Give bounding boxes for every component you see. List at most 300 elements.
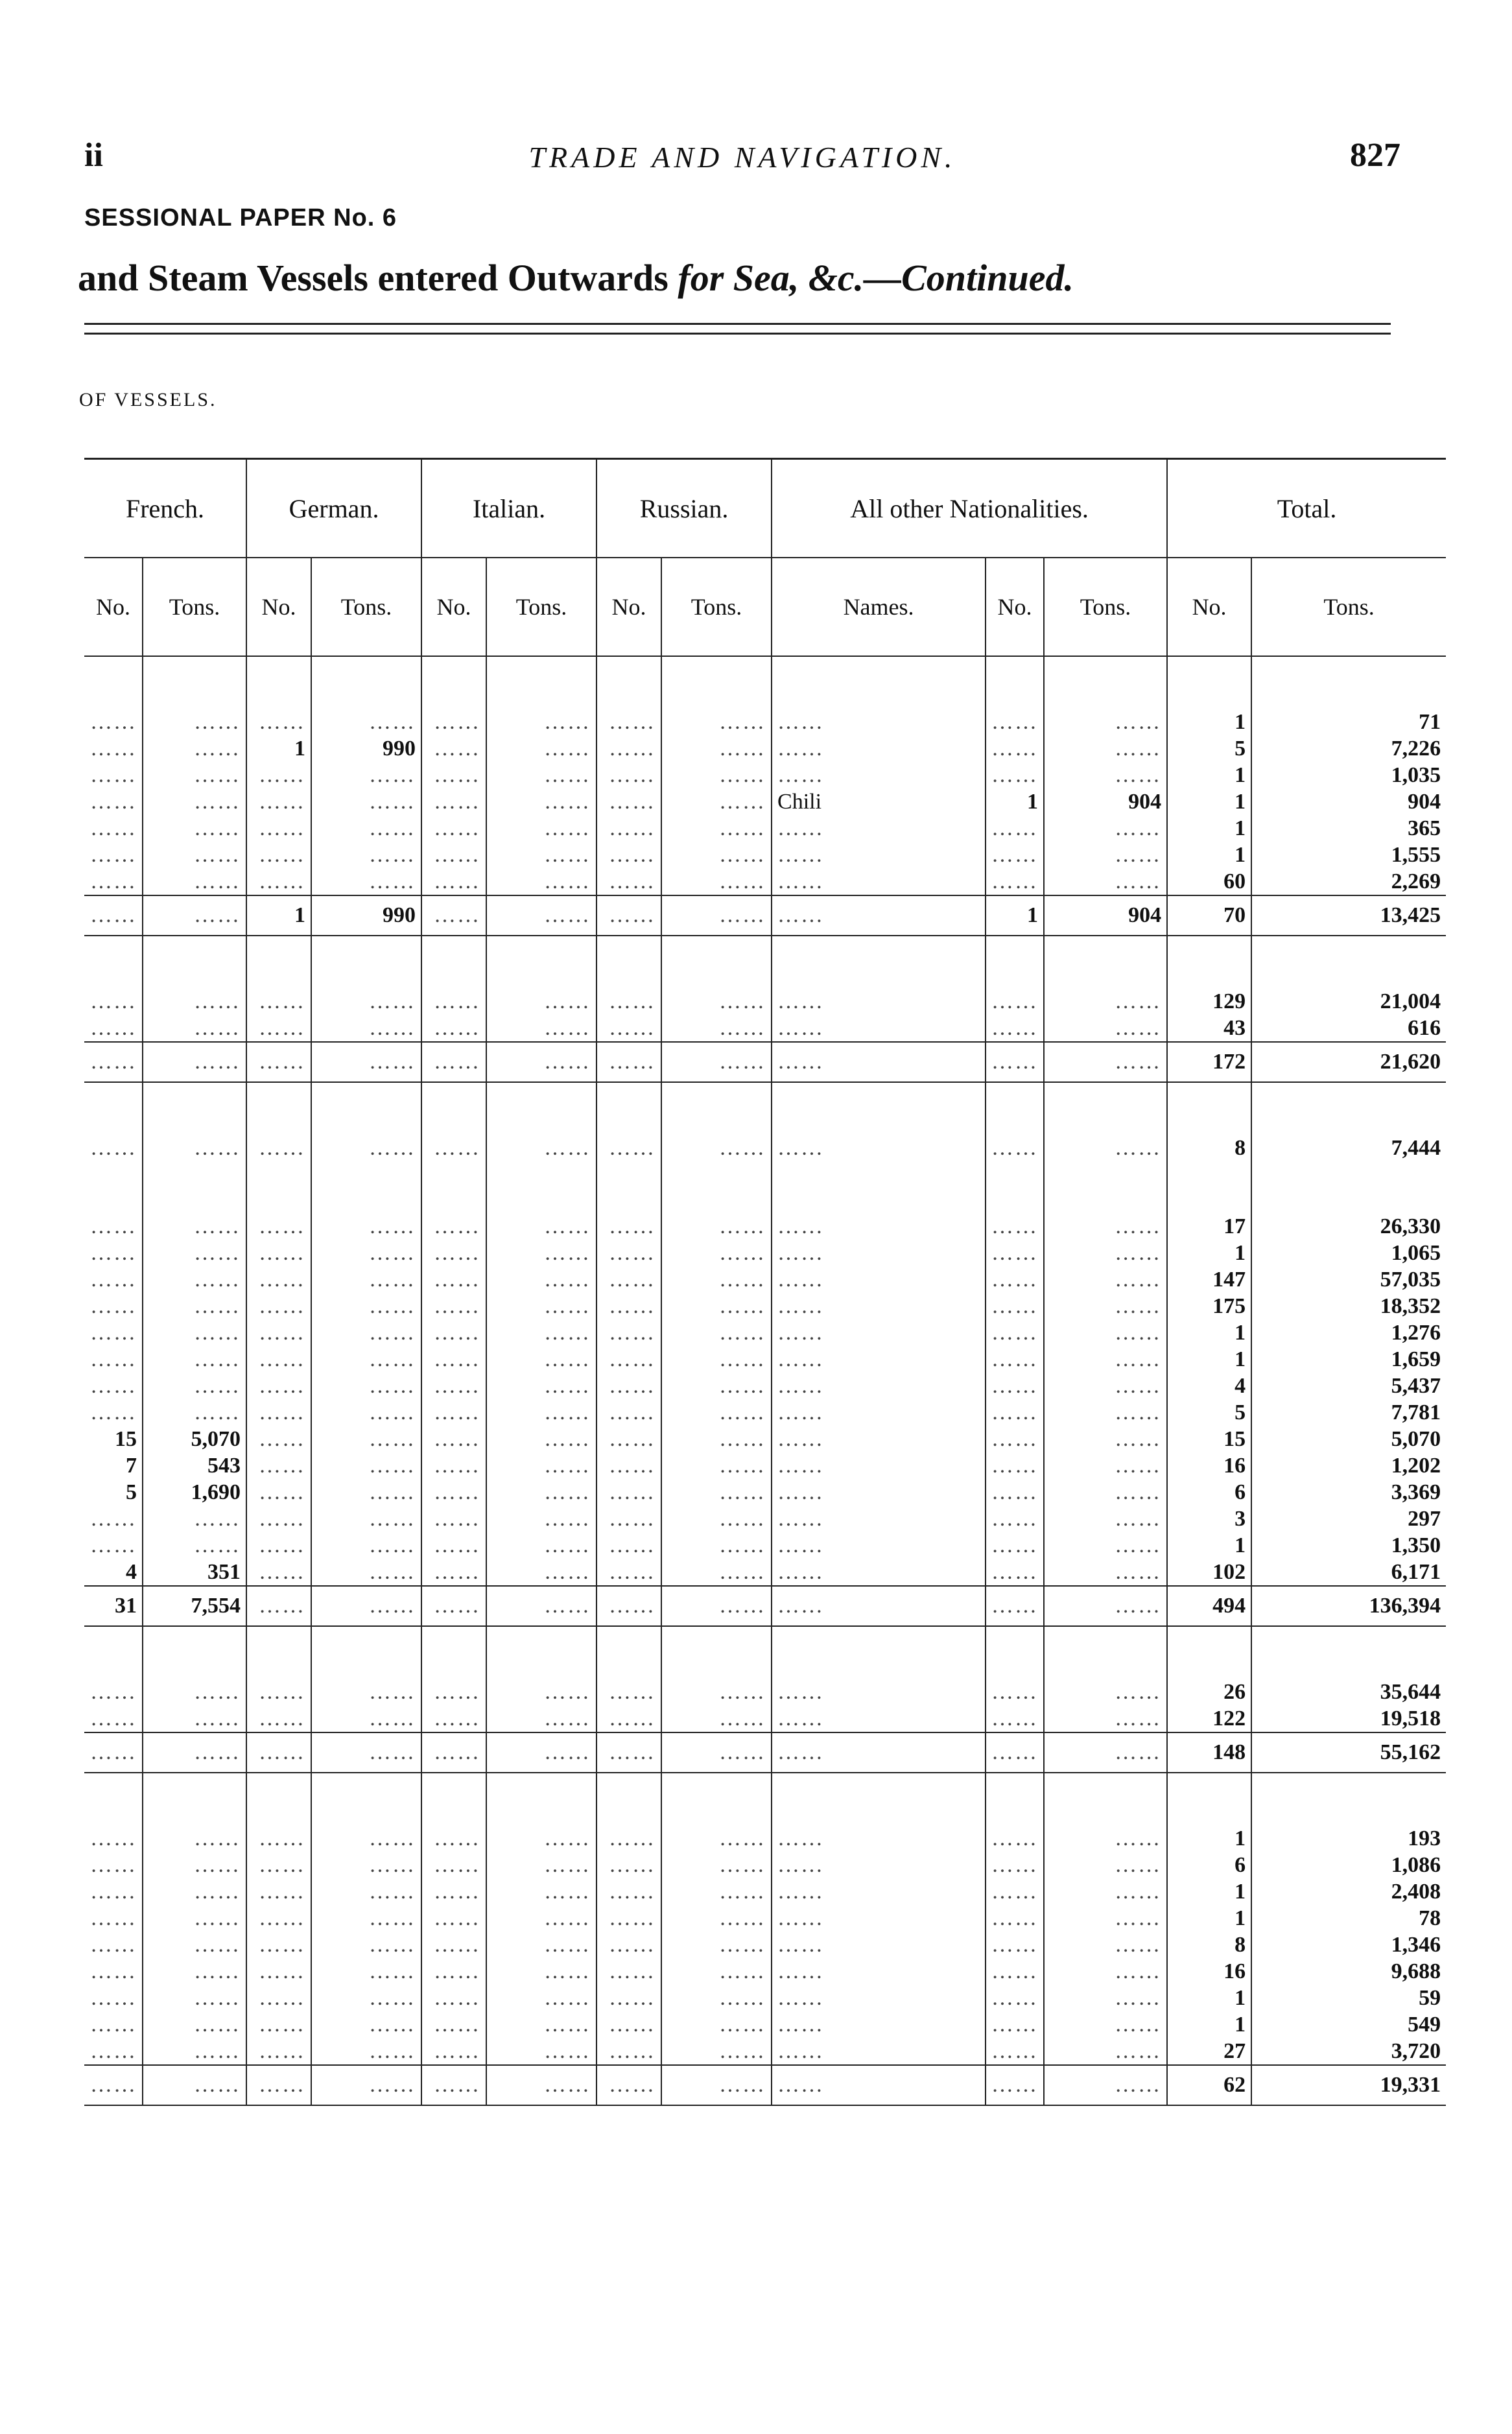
leader-dots: ……	[597, 1958, 661, 1985]
table-row	[84, 1399, 1446, 1426]
leader-dots: ……	[772, 815, 986, 842]
leader-dots: ……	[311, 1878, 421, 1905]
cell-tot-no: 60	[1167, 868, 1251, 895]
cell-tot-t: 6,171	[1251, 1559, 1446, 1586]
leader-dots: ……	[772, 735, 986, 762]
leader-dots: ……	[661, 788, 772, 815]
leader-dots: ……	[597, 1559, 661, 1586]
cell-tot-no: 172	[1167, 1042, 1251, 1082]
leader-dots: ……	[90, 710, 137, 734]
leader-dots: ……	[772, 868, 986, 895]
cell-tot-no: 70	[1167, 895, 1251, 936]
leader-dots: ……	[311, 1240, 421, 1266]
cell-fr-t: 1,690	[143, 1479, 246, 1506]
leader-dots: ……	[90, 1347, 137, 1371]
cell-tot-t: 13,425	[1251, 895, 1446, 936]
leader-dots: ……	[90, 816, 137, 840]
leader-dots: ……	[772, 1213, 986, 1240]
leader-dots: ……	[772, 1373, 986, 1399]
leader-dots: ……	[311, 2038, 421, 2065]
cell-tot-no: 16	[1167, 1452, 1251, 1479]
leader-dots: ……	[246, 788, 311, 815]
leader-dots: ……	[421, 1905, 486, 1932]
leader-dots: ……	[661, 1319, 772, 1346]
leader-dots: ……	[246, 1586, 311, 1626]
page-label-left: ii	[84, 137, 103, 174]
leader-dots: ……	[772, 1346, 986, 1373]
leader-dots: ……	[772, 1319, 986, 1346]
leader-dots: ……	[986, 1932, 1044, 1958]
sub-tons: Tons.	[143, 558, 246, 656]
leader-dots: ……	[1044, 1266, 1167, 1293]
leader-dots: ……	[246, 1732, 311, 1773]
leader-dots: ……	[986, 2065, 1044, 2105]
leader-dots: ……	[246, 1878, 311, 1905]
leader-dots: ……	[661, 1559, 772, 1586]
leader-dots: ……	[486, 1452, 597, 1479]
cell-tot-no: 4	[1167, 1373, 1251, 1399]
leader-dots: ……	[421, 1705, 486, 1732]
cell-tot-no: 1	[1167, 762, 1251, 788]
leader-dots: ……	[661, 709, 772, 735]
cell-o-no: 1	[986, 788, 1044, 815]
cell-fr-no: 4	[126, 1560, 137, 1584]
leader-dots: ……	[986, 735, 1044, 762]
table-row	[84, 1426, 1446, 1452]
leader-dots: ……	[661, 988, 772, 1015]
leader-dots: ……	[1044, 842, 1167, 868]
table-row	[84, 1985, 1446, 2011]
leader-dots: ……	[421, 1015, 486, 1042]
leader-dots: ……	[986, 1506, 1044, 1532]
table-row	[84, 1452, 1446, 1479]
leader-dots: ……	[311, 1042, 421, 1082]
leader-dots: ……	[143, 1732, 246, 1773]
cell-tot-no: 1	[1167, 1346, 1251, 1373]
leader-dots: ……	[986, 1559, 1044, 1586]
leader-dots: ……	[986, 1905, 1044, 1932]
leader-dots: ……	[90, 1214, 137, 1238]
leader-dots: ……	[486, 1346, 597, 1373]
leader-dots: ……	[143, 762, 246, 788]
leader-dots: ……	[421, 1506, 486, 1532]
leader-dots: ……	[311, 1373, 421, 1399]
leader-dots: ……	[1044, 1479, 1167, 1506]
col-russian: Russian.	[597, 459, 772, 558]
leader-dots: ……	[597, 1905, 661, 1932]
leader-dots: ……	[772, 1506, 986, 1532]
leader-dots: ……	[1044, 1506, 1167, 1532]
table-row	[84, 709, 1446, 735]
leader-dots: ……	[486, 2065, 597, 2105]
leader-dots: ……	[90, 989, 137, 1013]
leader-dots: ……	[597, 1532, 661, 1559]
cell-tot-t: 26,330	[1251, 1213, 1446, 1240]
leader-dots: ……	[90, 1906, 137, 1930]
subheader-row	[84, 558, 1446, 656]
leader-dots: ……	[597, 842, 661, 868]
leader-dots: ……	[421, 895, 486, 936]
leader-dots: ……	[661, 1266, 772, 1293]
leader-dots: ……	[311, 788, 421, 815]
leader-dots: ……	[772, 1825, 986, 1852]
leader-dots: ……	[486, 1932, 597, 1958]
leader-dots: ……	[246, 2038, 311, 2065]
table-row	[84, 762, 1446, 788]
leader-dots: ……	[597, 1452, 661, 1479]
leader-dots: ……	[986, 842, 1044, 868]
cell-tot-t: 2,269	[1251, 868, 1446, 895]
leader-dots: ……	[246, 1852, 311, 1878]
cell-tot-no: 8	[1167, 1135, 1251, 1161]
table-row	[84, 1373, 1446, 1399]
leader-dots: ……	[1044, 1732, 1167, 1773]
leader-dots: ……	[311, 1705, 421, 1732]
leader-dots: ……	[986, 1042, 1044, 1082]
leader-dots: ……	[486, 988, 597, 1015]
leader-dots: ……	[246, 1905, 311, 1932]
leader-dots: ……	[246, 1559, 311, 1586]
leader-dots: ……	[90, 1294, 137, 1318]
leader-dots: ……	[772, 1732, 986, 1773]
leader-dots: ……	[661, 762, 772, 788]
leader-dots: ……	[90, 2013, 137, 2037]
cell-de-t: 990	[311, 735, 421, 762]
leader-dots: ……	[90, 1016, 137, 1040]
cell-de-no: 1	[246, 895, 311, 936]
leader-dots: ……	[772, 1015, 986, 1042]
cell-tot-no: 147	[1167, 1266, 1251, 1293]
leader-dots: ……	[986, 1319, 1044, 1346]
leader-dots: ……	[143, 735, 246, 762]
sub-no: No.	[246, 558, 311, 656]
leader-dots: ……	[1044, 988, 1167, 1015]
leader-dots: ……	[84, 1732, 143, 1773]
leader-dots: ……	[90, 1241, 137, 1265]
leader-dots: ……	[143, 1905, 246, 1932]
leader-dots: ……	[661, 1825, 772, 1852]
table-row	[84, 2038, 1446, 2065]
cell-tot-no: 1	[1167, 1825, 1251, 1852]
sub-tons: Tons.	[661, 558, 772, 656]
leader-dots: ……	[246, 1346, 311, 1373]
leader-dots: ……	[90, 843, 137, 867]
total-row	[84, 1586, 1446, 1626]
leader-dots: ……	[311, 1015, 421, 1042]
title-for: for	[678, 257, 724, 299]
leader-dots: ……	[311, 842, 421, 868]
col-other: All other Nationalities.	[772, 459, 1167, 558]
leader-dots: ……	[246, 842, 311, 868]
leader-dots: ……	[597, 1042, 661, 1082]
leader-dots: ……	[486, 1042, 597, 1082]
leader-dots: ……	[986, 1985, 1044, 2011]
leader-dots: ……	[1044, 1319, 1167, 1346]
cell-tot-no: 494	[1167, 1586, 1251, 1626]
leader-dots: ……	[486, 762, 597, 788]
leader-dots: ……	[143, 1985, 246, 2011]
leader-dots: ……	[486, 1135, 597, 1161]
leader-dots: ……	[772, 1905, 986, 1932]
leader-dots: ……	[597, 2011, 661, 2038]
leader-dots: ……	[421, 2065, 486, 2105]
table-row	[84, 1015, 1446, 1042]
cell-tot-t: 1,350	[1251, 1532, 1446, 1559]
leader-dots: ……	[661, 1506, 772, 1532]
leader-dots: ……	[597, 2065, 661, 2105]
leader-dots: ……	[772, 1985, 986, 2011]
leader-dots: ……	[1044, 1373, 1167, 1399]
table-row	[84, 1705, 1446, 1732]
leader-dots: ……	[246, 1373, 311, 1399]
leader-dots: ……	[986, 1135, 1044, 1161]
leader-dots: ……	[421, 1240, 486, 1266]
leader-dots: ……	[143, 895, 246, 936]
table-row	[84, 1852, 1446, 1878]
cell-o-t: 904	[1044, 895, 1167, 936]
leader-dots: ……	[90, 1400, 137, 1424]
table-row	[84, 868, 1446, 895]
cell-o-no: 1	[986, 895, 1044, 936]
leader-dots: ……	[486, 1905, 597, 1932]
leader-dots: ……	[986, 1532, 1044, 1559]
nationality-header-row	[84, 459, 1446, 558]
table-row	[84, 1479, 1446, 1506]
col-german: German.	[246, 459, 421, 558]
leader-dots: ……	[772, 2011, 986, 2038]
leader-dots: ……	[311, 1293, 421, 1319]
leader-dots: ……	[246, 2011, 311, 2038]
leader-dots: ……	[246, 1506, 311, 1532]
leader-dots: ……	[486, 1015, 597, 1042]
leader-dots: ……	[143, 815, 246, 842]
page-number: 827	[1350, 137, 1400, 174]
cell-tot-no: 43	[1167, 1015, 1251, 1042]
title-plain: and Steam Vessels entered Outwards	[78, 257, 678, 299]
leader-dots: ……	[661, 1732, 772, 1773]
leader-dots: ……	[661, 1985, 772, 2011]
sub-tons: Tons.	[1251, 558, 1446, 656]
cell-tot-no: 5	[1167, 1399, 1251, 1426]
cell-tot-t: 7,444	[1251, 1135, 1446, 1161]
leader-dots: ……	[1044, 709, 1167, 735]
leader-dots: ……	[246, 1825, 311, 1852]
cell-tot-no: 1	[1167, 788, 1251, 815]
leader-dots: ……	[143, 1532, 246, 1559]
leader-dots: ……	[772, 1479, 986, 1506]
leader-dots: ……	[486, 1732, 597, 1773]
leader-dots: ……	[486, 1825, 597, 1852]
leader-dots: ……	[246, 1932, 311, 1958]
leader-dots: ……	[661, 1240, 772, 1266]
leader-dots: ……	[772, 1135, 986, 1161]
cell-de-no: 1	[246, 735, 311, 762]
leader-dots: ……	[143, 1679, 246, 1705]
table-row	[84, 1532, 1446, 1559]
leader-dots: ……	[597, 1399, 661, 1426]
cell-fr-no: 7	[126, 1454, 137, 1478]
cell-tot-t: 19,331	[1251, 2065, 1446, 2105]
table-row	[84, 815, 1446, 842]
cell-tot-t: 19,518	[1251, 1705, 1446, 1732]
leader-dots: ……	[1044, 1985, 1167, 2011]
cell-tot-no: 102	[1167, 1559, 1251, 1586]
leader-dots: ……	[486, 1266, 597, 1293]
leader-dots: ……	[772, 988, 986, 1015]
leader-dots: ……	[90, 1986, 137, 2010]
leader-dots: ……	[311, 1985, 421, 2011]
leader-dots: ……	[486, 1559, 597, 1586]
table-row	[84, 2011, 1446, 2038]
leader-dots: ……	[772, 1426, 986, 1452]
leader-dots: ……	[986, 1373, 1044, 1399]
leader-dots: ……	[986, 709, 1044, 735]
spacer-row	[84, 656, 1446, 709]
leader-dots: ……	[597, 1319, 661, 1346]
leader-dots: ……	[421, 1319, 486, 1346]
leader-dots: ……	[597, 815, 661, 842]
total-row	[84, 2065, 1446, 2105]
leader-dots: ……	[143, 1825, 246, 1852]
leader-dots: ……	[143, 1135, 246, 1161]
cell-tot-no: 1	[1167, 1319, 1251, 1346]
leader-dots: ……	[90, 1533, 137, 1557]
leader-dots: ……	[772, 1240, 986, 1266]
col-italian: Italian.	[421, 459, 597, 558]
leader-dots: ……	[1044, 1452, 1167, 1479]
leader-dots: ……	[772, 2038, 986, 2065]
total-row	[84, 1732, 1446, 1773]
leader-dots: ……	[597, 1586, 661, 1626]
cell-tot-no: 5	[1167, 735, 1251, 762]
leader-dots: ……	[1044, 1293, 1167, 1319]
leader-dots: ……	[421, 1532, 486, 1559]
page-title	[78, 256, 1074, 300]
leader-dots: ……	[1044, 1878, 1167, 1905]
leader-dots: ……	[421, 1426, 486, 1452]
cell-tot-no: 1	[1167, 815, 1251, 842]
leader-dots: ……	[246, 815, 311, 842]
leader-dots: ……	[246, 762, 311, 788]
leader-dots: ……	[84, 895, 143, 936]
leader-dots: ……	[986, 1399, 1044, 1426]
leader-dots: ……	[1044, 1825, 1167, 1852]
table-row	[84, 1905, 1446, 1932]
leader-dots: ……	[597, 868, 661, 895]
leader-dots: ……	[772, 1266, 986, 1293]
leader-dots: ……	[597, 1240, 661, 1266]
table-row	[84, 1559, 1446, 1586]
cell-tot-t: 5,070	[1251, 1426, 1446, 1452]
cell-tot-t: 297	[1251, 1506, 1446, 1532]
cell-tot-t: 1,086	[1251, 1852, 1446, 1878]
leader-dots: ……	[1044, 1426, 1167, 1452]
leader-dots: ……	[597, 1373, 661, 1399]
cell-tot-no: 27	[1167, 2038, 1251, 2065]
leader-dots: ……	[311, 1732, 421, 1773]
leader-dots: ……	[486, 1293, 597, 1319]
leader-dots: ……	[246, 1399, 311, 1426]
leader-dots: ……	[84, 2065, 143, 2105]
leader-dots: ……	[311, 1346, 421, 1373]
leader-dots: ……	[597, 2038, 661, 2065]
leader-dots: ……	[661, 1586, 772, 1626]
cell-tot-no: 1	[1167, 842, 1251, 868]
leader-dots: ……	[246, 2065, 311, 2105]
leader-dots: ……	[486, 1240, 597, 1266]
leader-dots: ……	[597, 1346, 661, 1373]
leader-dots: ……	[421, 988, 486, 1015]
leader-dots: ……	[661, 1532, 772, 1559]
leader-dots: ……	[661, 2011, 772, 2038]
cell-fr-t: 543	[143, 1452, 246, 1479]
leader-dots: ……	[90, 1826, 137, 1850]
leader-dots: ……	[986, 1240, 1044, 1266]
leader-dots: ……	[661, 868, 772, 895]
leader-dots: ……	[772, 2065, 986, 2105]
leader-dots: ……	[486, 1958, 597, 1985]
table-row	[84, 1213, 1446, 1240]
leader-dots: ……	[986, 2038, 1044, 2065]
leader-dots: ……	[772, 709, 986, 735]
leader-dots: ……	[486, 842, 597, 868]
table-row	[84, 1825, 1446, 1852]
leader-dots: ……	[311, 1852, 421, 1878]
leader-dots: ……	[986, 1732, 1044, 1773]
leader-dots: ……	[143, 709, 246, 735]
leader-dots: ……	[246, 1042, 311, 1082]
leader-dots: ……	[772, 1559, 986, 1586]
leader-dots: ……	[986, 815, 1044, 842]
leader-dots: ……	[986, 1426, 1044, 1452]
leader-dots: ……	[143, 2011, 246, 2038]
cell-tot-t: 1,276	[1251, 1319, 1446, 1346]
cell-tot-no: 6	[1167, 1852, 1251, 1878]
leader-dots: ……	[246, 1532, 311, 1559]
leader-dots: ……	[661, 842, 772, 868]
leader-dots: ……	[486, 1319, 597, 1346]
leader-dots: ……	[90, 737, 137, 761]
cell-tot-no: 3	[1167, 1506, 1251, 1532]
leader-dots: ……	[143, 1373, 246, 1399]
leader-dots: ……	[1044, 1399, 1167, 1426]
leader-dots: ……	[421, 1852, 486, 1878]
cell-tot-t: 1,346	[1251, 1932, 1446, 1958]
leader-dots: ……	[597, 1705, 661, 1732]
cell-tot-no: 175	[1167, 1293, 1251, 1319]
leader-dots: ……	[1044, 1586, 1167, 1626]
leader-dots: ……	[772, 1878, 986, 1905]
leader-dots: ……	[597, 988, 661, 1015]
leader-dots: ……	[246, 1985, 311, 2011]
leader-dots: ……	[1044, 1932, 1167, 1958]
leader-dots: ……	[772, 842, 986, 868]
leader-dots: ……	[661, 1452, 772, 1479]
leader-dots: ……	[486, 1213, 597, 1240]
leader-dots: ……	[90, 1321, 137, 1345]
leader-dots: ……	[1044, 1532, 1167, 1559]
leader-dots: ……	[986, 1586, 1044, 1626]
leader-dots: ……	[246, 1479, 311, 1506]
cell-fr-t: 5,070	[143, 1426, 246, 1452]
leader-dots: ……	[486, 815, 597, 842]
leader-dots: ……	[772, 1679, 986, 1705]
sub-no: No.	[421, 558, 486, 656]
leader-dots: ……	[1044, 1679, 1167, 1705]
leader-dots: ……	[246, 988, 311, 1015]
leader-dots: ……	[986, 1705, 1044, 1732]
leader-dots: ……	[143, 1042, 246, 1082]
